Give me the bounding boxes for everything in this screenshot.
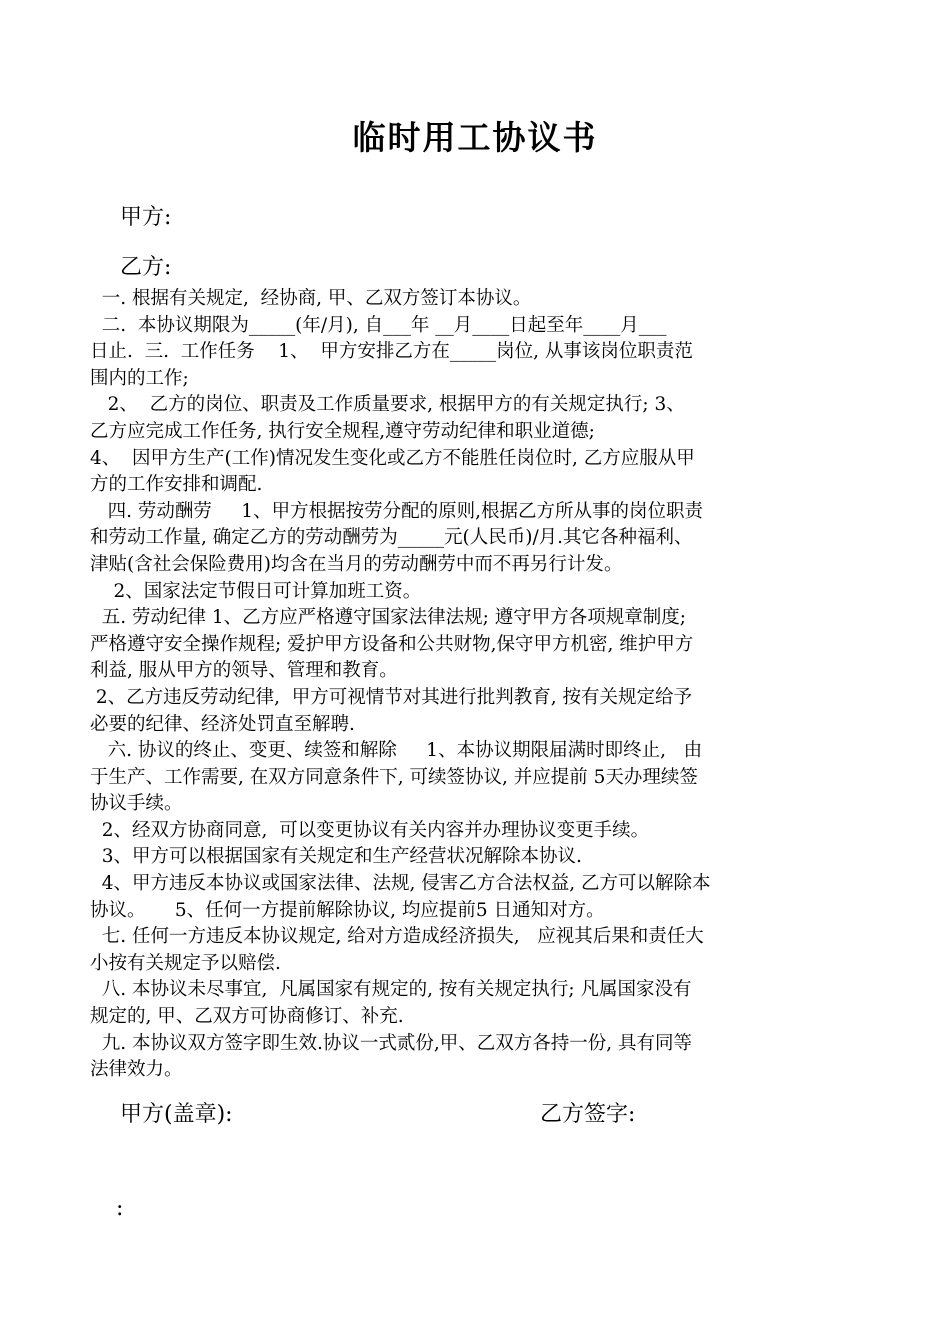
body-line: 乙方应完成工作任务, 执行安全规程,遵守劳动纪律和职业道德; bbox=[90, 420, 595, 442]
body-line: 五. 劳动纪律 1、乙方应严格遵守国家法律法规; 遵守甲方各项规章制度; bbox=[90, 607, 687, 629]
body-line: 围内的工作; bbox=[90, 367, 189, 389]
body-line: 于生产、工作需要, 在双方同意条件下, 可续签协议, 并应提前 5天办理续签 bbox=[90, 766, 698, 788]
body-line: 必要的纪律、经济处罚直至解聘. bbox=[90, 713, 355, 735]
body-line: 2、国家法定节假日可计算加班工资。 bbox=[90, 580, 422, 602]
body-line: 2、 乙方的岗位、职责及工作质量要求, 根据甲方的有关规定执行; 3、 bbox=[90, 394, 685, 416]
body-line: 八. 本协议未尽事宜, 凡属国家有规定的, 按有关规定执行; 凡属国家没有 bbox=[90, 979, 692, 1001]
body-line: 2、乙方违反劳动纪律, 甲方可视情节对其进行批判教育, 按有关规定给予 bbox=[90, 686, 693, 708]
body-line: 七. 任何一方违反本协议规定, 给对方造成经济损失, 应视其后果和责任大 bbox=[90, 926, 704, 948]
body-line: 协议。 5、任何一方提前解除协议, 均应提前5 日通知对方。 bbox=[90, 899, 605, 921]
body-line: 3、甲方可以根据国家有关规定和生产经营状况解除本协议. bbox=[90, 846, 582, 868]
body-line: 2、经双方协商同意, 可以变更协议有关内容并办理协议变更手续。 bbox=[90, 819, 650, 841]
body-line: 协议手续。 bbox=[90, 793, 183, 815]
document-title: 临时用工协议书 bbox=[352, 118, 598, 157]
agreement-body bbox=[90, 286, 862, 1084]
body-line: 小按有关规定予以赔偿. bbox=[90, 952, 281, 974]
party-b-label: 乙方: bbox=[120, 255, 172, 280]
signature-party-b: 乙方签字: bbox=[540, 1102, 636, 1127]
body-line: 规定的, 甲、乙双方可协商修订、补充. bbox=[90, 1006, 404, 1028]
body-line: 六. 协议的终止、变更、续签和解除 1、本协议期限届满时即终止, 由 bbox=[90, 740, 703, 762]
body-line: 和劳动工作量, 确定乙方的劳动酬劳为_____元(人民币)/月.其它各种福利、 bbox=[90, 527, 693, 549]
body-line: 法律效力。 bbox=[90, 1059, 183, 1081]
body-line: 方的工作安排和调配. bbox=[90, 474, 263, 496]
body-line: 一. 根据有关规定, 经协商, 甲、乙双方签订本协议。 bbox=[90, 288, 532, 309]
body-line: 九. 本协议双方签字即生效.协议一式贰份,甲、乙双方各持一份, 具有同等 bbox=[90, 1032, 693, 1054]
body-line: 四. 劳动酬劳 1、甲方根据按劳分配的原则,根据乙方所从事的岗位职责 bbox=[90, 500, 703, 522]
trailing-colon: : bbox=[116, 1196, 124, 1221]
body-line: 4、 因甲方生产(工作)情况发生变化或乙方不能胜任岗位时, 乙方应服从甲 bbox=[90, 447, 695, 469]
body-line: 日止. 三. 工作任务 1、 甲方安排乙方在_____岗位, 从事该岗位职责范 bbox=[90, 341, 693, 363]
signature-party-a: 甲方(盖章): bbox=[120, 1102, 233, 1127]
party-a-label: 甲方: bbox=[120, 205, 172, 230]
body-line: 津贴(含社会保险费用)均含在当月的劳动酬劳中而不再另行计发。 bbox=[90, 553, 623, 575]
body-line: 二. 本协议期限为_____(年/月), 自___年 __月____日起至年____月___ bbox=[90, 314, 667, 336]
body-line: 严格遵守安全操作规程; 爱护甲方设备和公共财物,保守甲方机密, 维护甲方 bbox=[90, 633, 694, 655]
body-line: 利益, 服从甲方的领导、管理和教育。 bbox=[90, 660, 398, 682]
body-line: 4、甲方违反本协议或国家法律、法规, 侵害乙方合法权益, 乙方可以解除本 bbox=[90, 873, 711, 895]
